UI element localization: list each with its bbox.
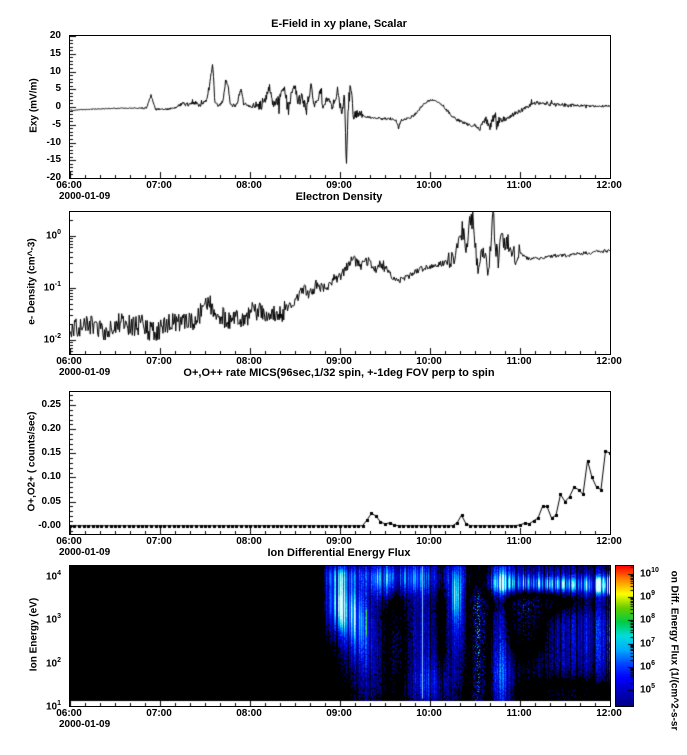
ion-rate-y-axis-label: O+,O2+ ( counts/sec) [26,411,38,512]
x-tick-label: 11:00 [506,536,532,547]
x-tick-label: 07:00 [146,708,172,719]
colorbar-tick-label: $10^6$ [640,660,656,673]
y-tick-label: -5 [52,119,61,130]
flux-colorbar-canvas [616,566,633,706]
y-tick-label: $10^{-1}$ [43,281,61,294]
x-tick-label: 12:00 [596,356,622,367]
y-tick-label: -20 [46,172,61,183]
x-tick-label: 06:00 [56,180,82,191]
x-tick-label: 10:00 [416,180,442,191]
efield-date-label: 2000-01-09 [59,191,111,202]
colorbar-tick-label: $10^{10}$ [640,567,659,580]
ion-rate-line-canvas [70,392,610,534]
y-tick-label: 0.15 [41,447,61,458]
y-tick-label: -10 [46,137,61,148]
x-tick-label: 10:00 [416,356,442,367]
x-tick-label: 10:00 [416,536,442,547]
y-tick-label: 0.20 [41,423,61,434]
y-tick-label: 0.25 [41,399,61,410]
electron-density-title: Electron Density [295,191,383,203]
electron-density-plot-area [69,211,611,355]
x-tick-label: 07:00 [146,180,172,191]
x-tick-label: 11:00 [506,356,532,367]
colorbar-tick-label: $10^7$ [640,637,656,650]
y-tick-label: $10^1$ [45,700,61,713]
x-tick-label: 09:00 [326,708,352,719]
efield-plot-area [69,35,611,179]
x-tick-label: 12:00 [596,180,622,191]
x-tick-label: 08:00 [236,356,262,367]
flux-colorbar-axis-label: on Diff. Energy Flux (1/(cm^2-s-sr [668,570,680,731]
y-tick-label: -0.00 [38,520,61,531]
x-tick-label: 08:00 [236,180,262,191]
ion-energy-flux-spectrogram [69,565,611,707]
x-tick-label: 11:00 [506,708,532,719]
y-tick-label: -15 [46,154,61,165]
x-tick-label: 08:00 [236,536,262,547]
ion-rate-title: O+,O++ rate MICS(96sec,1/32 spin, +-1deg FOV perp to spin [183,367,495,379]
y-tick-label: $10^0$ [45,229,61,242]
y-tick-label: 5 [55,83,61,94]
efield-title: E-Field in xy plane, Scalar [271,18,407,30]
x-tick-label: 07:00 [146,356,172,367]
y-tick-label: $10^2$ [45,657,61,670]
x-tick-label: 10:00 [416,708,442,719]
y-tick-label: $10^3$ [45,613,61,626]
y-tick-label: 0.05 [41,496,61,507]
colorbar-tick-label: $10^5$ [640,683,656,696]
spectrogram-canvas [70,566,610,706]
x-tick-label: 09:00 [326,536,352,547]
y-tick-label: $10^{-2}$ [43,333,61,346]
x-tick-label: 12:00 [596,708,622,719]
x-tick-label: 09:00 [326,356,352,367]
ion-rate-plot-area [69,391,611,535]
x-tick-label: 06:00 [56,536,82,547]
spectrogram-y-axis-label: Ion Energy (eV) [28,597,40,672]
x-tick-label: 08:00 [236,708,262,719]
ion-rate-date-label: 2000-01-09 [59,547,111,558]
colorbar-tick-label: $10^9$ [640,590,656,603]
y-tick-label: 0 [55,101,61,112]
y-tick-label: $10^4$ [45,570,61,583]
efield-line-canvas [70,36,610,178]
electron-density-date-label: 2000-01-09 [59,367,111,378]
spectrogram-date-label: 2000-01-09 [59,719,111,730]
x-tick-label: 11:00 [506,180,532,191]
x-tick-label: 06:00 [56,356,82,367]
x-tick-label: 12:00 [596,536,622,547]
x-tick-label: 06:00 [56,708,82,719]
efield-y-axis-label: Exy (mV/m) [28,78,40,133]
y-tick-label: 10 [49,66,61,77]
spectrogram-title: Ion Differential Energy Flux [267,547,411,559]
electron-density-y-axis-label: e- Density (cm^-3) [26,238,38,325]
y-tick-label: 15 [49,48,61,59]
colorbar-tick-label: $10^8$ [640,613,656,626]
electron-density-line-canvas [70,212,610,354]
x-tick-label: 09:00 [326,180,352,191]
x-tick-label: 07:00 [146,536,172,547]
y-tick-label: 0.10 [41,471,61,482]
y-tick-label: 20 [49,30,61,41]
flux-colorbar [615,565,634,707]
